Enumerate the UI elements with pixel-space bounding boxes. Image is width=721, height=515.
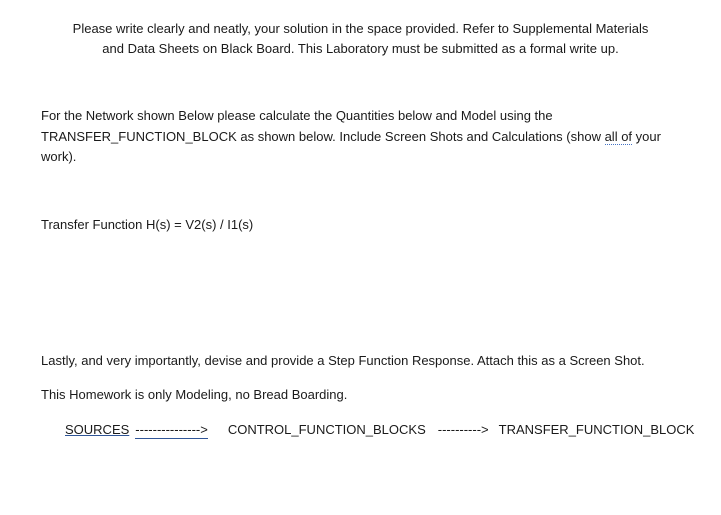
instructions-line-3: work). (41, 149, 77, 164)
step-response-instruction: Lastly, and very importantly, devise and provide a Step Function Response. Attach this as a Screen Shot. (41, 353, 645, 368)
instructions-line-2-start: TRANSFER_FUNCTION_BLOCK as shown below. Include Screen Shots and Calculations (show (41, 129, 605, 144)
modeling-note: This Homework is only Modeling, no Bread Boarding. (41, 387, 348, 402)
transfer-function-block-label: TRANSFER_FUNCTION_BLOCK (498, 422, 695, 437)
arrow-to-control: ---------------> (135, 422, 208, 437)
intro-line-1: Please write clearly and neatly, your solution in the space provided. Refer to Supplemental Materials (72, 21, 649, 36)
arrow-to-transfer: ----------> (437, 422, 489, 437)
instructions-line-2 (41, 127, 661, 147)
instructions-line-1: For the Network shown Below please calculate the Quantities below and Model using the (41, 108, 553, 123)
intro-line-2: and Data Sheets on Black Board. This Laboratory must be submitted as a formal write up. (102, 41, 619, 56)
instructions-line-2-end: your (632, 129, 661, 144)
grammar-flagged-text: all of (604, 129, 633, 144)
block-flow-line (65, 420, 694, 440)
sources-label: SOURCES (65, 422, 130, 437)
transfer-function-definition: Transfer Function H(s) = V2(s) / I1(s) (41, 217, 254, 232)
control-function-blocks-label: CONTROL_FUNCTION_BLOCKS (227, 422, 426, 437)
